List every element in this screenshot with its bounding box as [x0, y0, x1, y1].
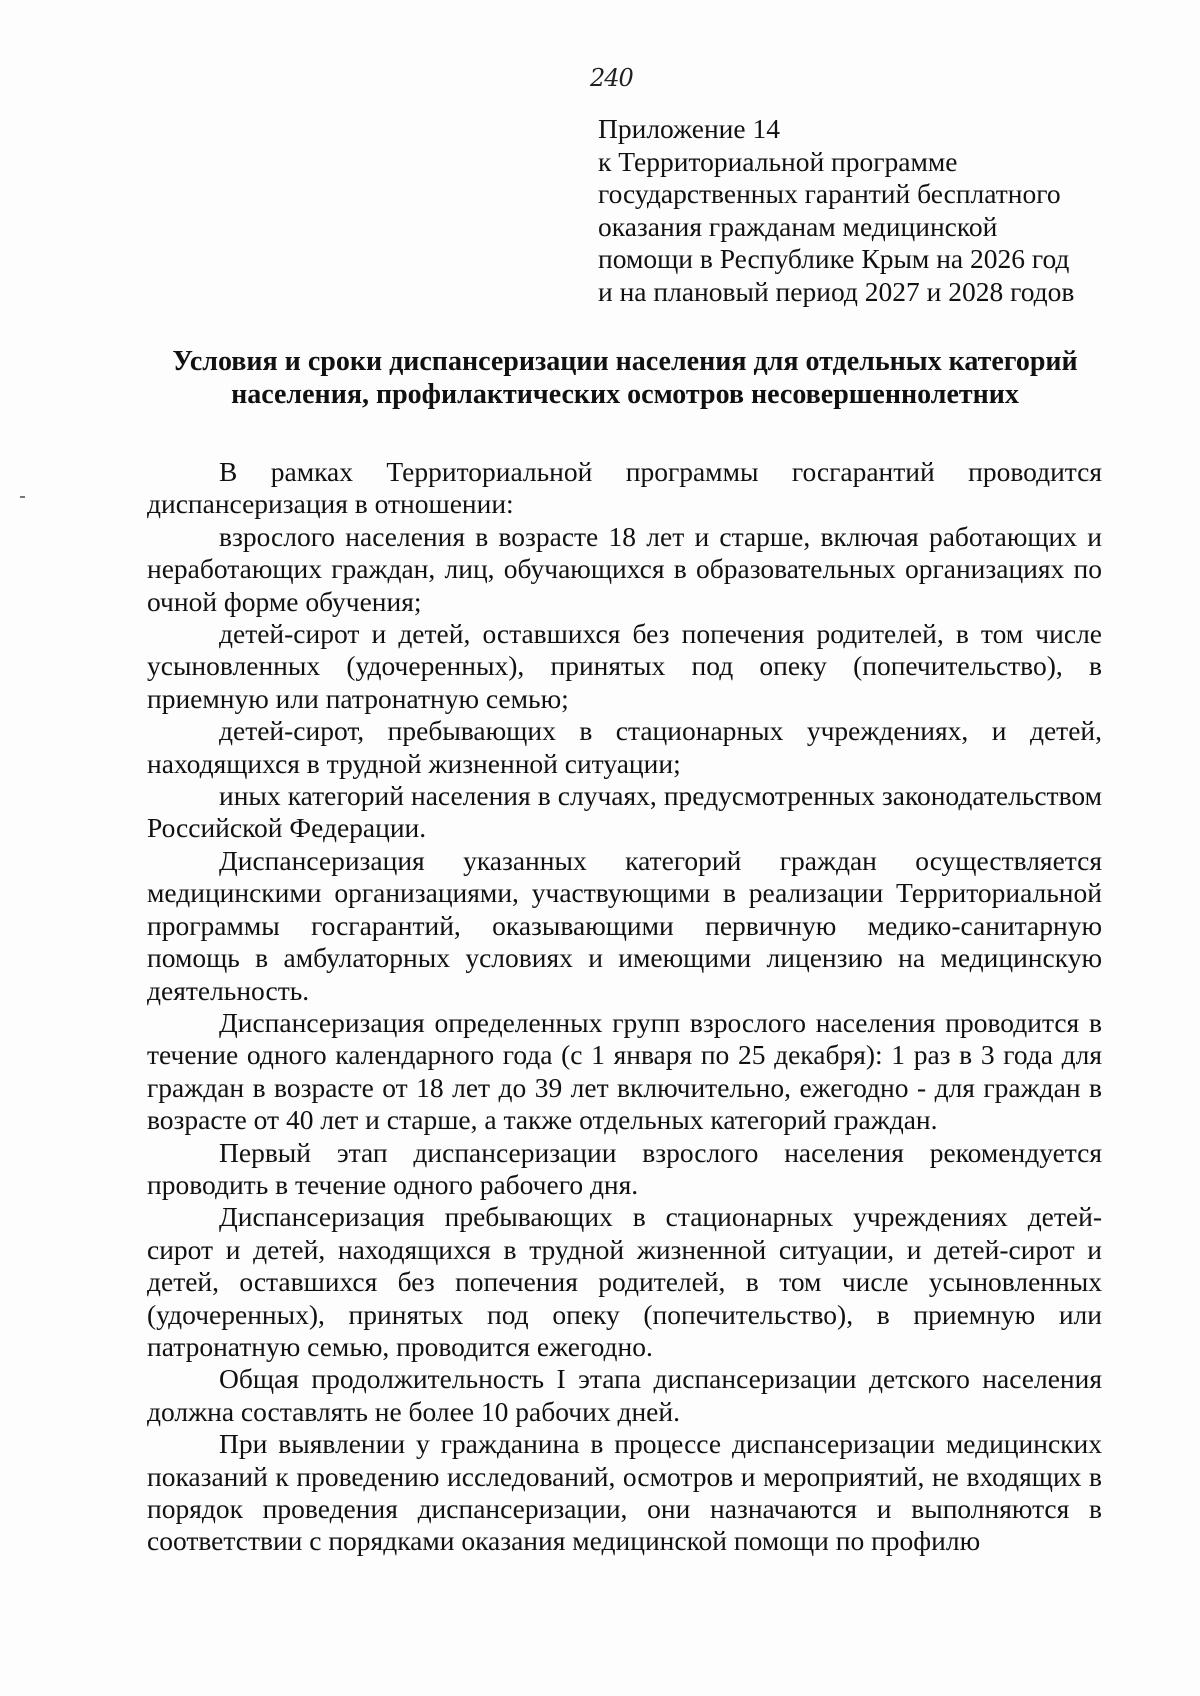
paragraph: В рамках Территориальной программы госгарантий проводится диспансеризация в отношении:	[147, 456, 1102, 520]
annex-line: оказания гражданам медицинской	[598, 210, 998, 242]
handwritten-page-number: 240	[590, 64, 633, 92]
paragraph: Общая продолжительность I этапа диспансеризации детского населения должна составлять не более 10 рабочих дней.	[147, 1363, 1102, 1427]
paragraph: При выявлении у гражданина в процессе диспансеризации медицинских показаний к проведению исследований, осмотров и мероприятий, не входящих в порядок проведения диспансеризации, они назначаются и выполняются в соответствии с порядками оказания медицинской помощи по профилю	[147, 1428, 1102, 1557]
paragraph: Диспансеризация пребывающих в стационарных учреждениях детей-сирот и детей, находящихся в трудной жизненной ситуации, и детей-сирот и детей, оставшихся без попечения родителей, в том числе усыновленных (удочеренных), принятых под опеку (попечительство), в приемную или патронатную семью, проводится ежегодно.	[147, 1201, 1102, 1362]
annex-line: помощи в Республике Крым на 2026 год	[598, 243, 1070, 274]
title-line: Условия и сроки диспансеризации населения для отдельных категорий	[172, 346, 1078, 377]
paragraph: детей-сирот и детей, оставшихся без попечения родителей, в том числе усыновленных (удочеренных), принятых под опеку (попечительство), в приемную или патронатную семью;	[147, 618, 1102, 714]
margin-mark	[20, 496, 25, 498]
paragraph: детей-сирот, пребывающих в стационарных учреждениях, и детей, находящихся в трудной жизненной ситуации;	[147, 715, 1102, 779]
document-title	[150, 346, 1100, 411]
document-body	[147, 456, 1102, 1558]
annex-line: государственных гарантий бесплатного	[598, 178, 1061, 209]
paragraph: иных категорий населения в случаях, предусмотренных законодательством Российской Федерации.	[147, 780, 1102, 844]
annex-line: и на плановый период 2027 и 2028 годов	[598, 275, 1075, 307]
annex-line: к Территориальной программе	[598, 145, 958, 177]
paragraph: Диспансеризация указанных категорий граждан осуществляется медицинскими организациями, участвующими в реализации Территориальной программы госгарантий, оказывающими первичную медико-санитарную помощь в амбулаторных условиях и имеющими лицензию на медицинскую деятельность.	[147, 844, 1102, 1006]
paragraph: Диспансеризация определенных групп взрослого населения проводится в течение одного календарного года (с 1 января по 25 декабря): 1 раз в 3 года для граждан в возрасте от 18 лет до 39 лет включительно, ежегодно - для граждан в возрасте от 40 лет и старше, а также отдельных категорий граждан.	[147, 1006, 1102, 1136]
paragraph: Первый этап диспансеризации взрослого населения рекомендуется проводить в течение одного рабочего дня.	[147, 1136, 1102, 1200]
annex-line: Приложение 14	[598, 113, 780, 144]
annex-header	[598, 113, 1118, 308]
paragraph: взрослого населения в возрасте 18 лет и старше, включая работающих и неработающих граждан, лиц, обучающихся в образовательных организациях по очной форме обучения;	[147, 520, 1102, 617]
title-line: населения, профилактических осмотров несовершеннолетних	[231, 378, 1019, 410]
